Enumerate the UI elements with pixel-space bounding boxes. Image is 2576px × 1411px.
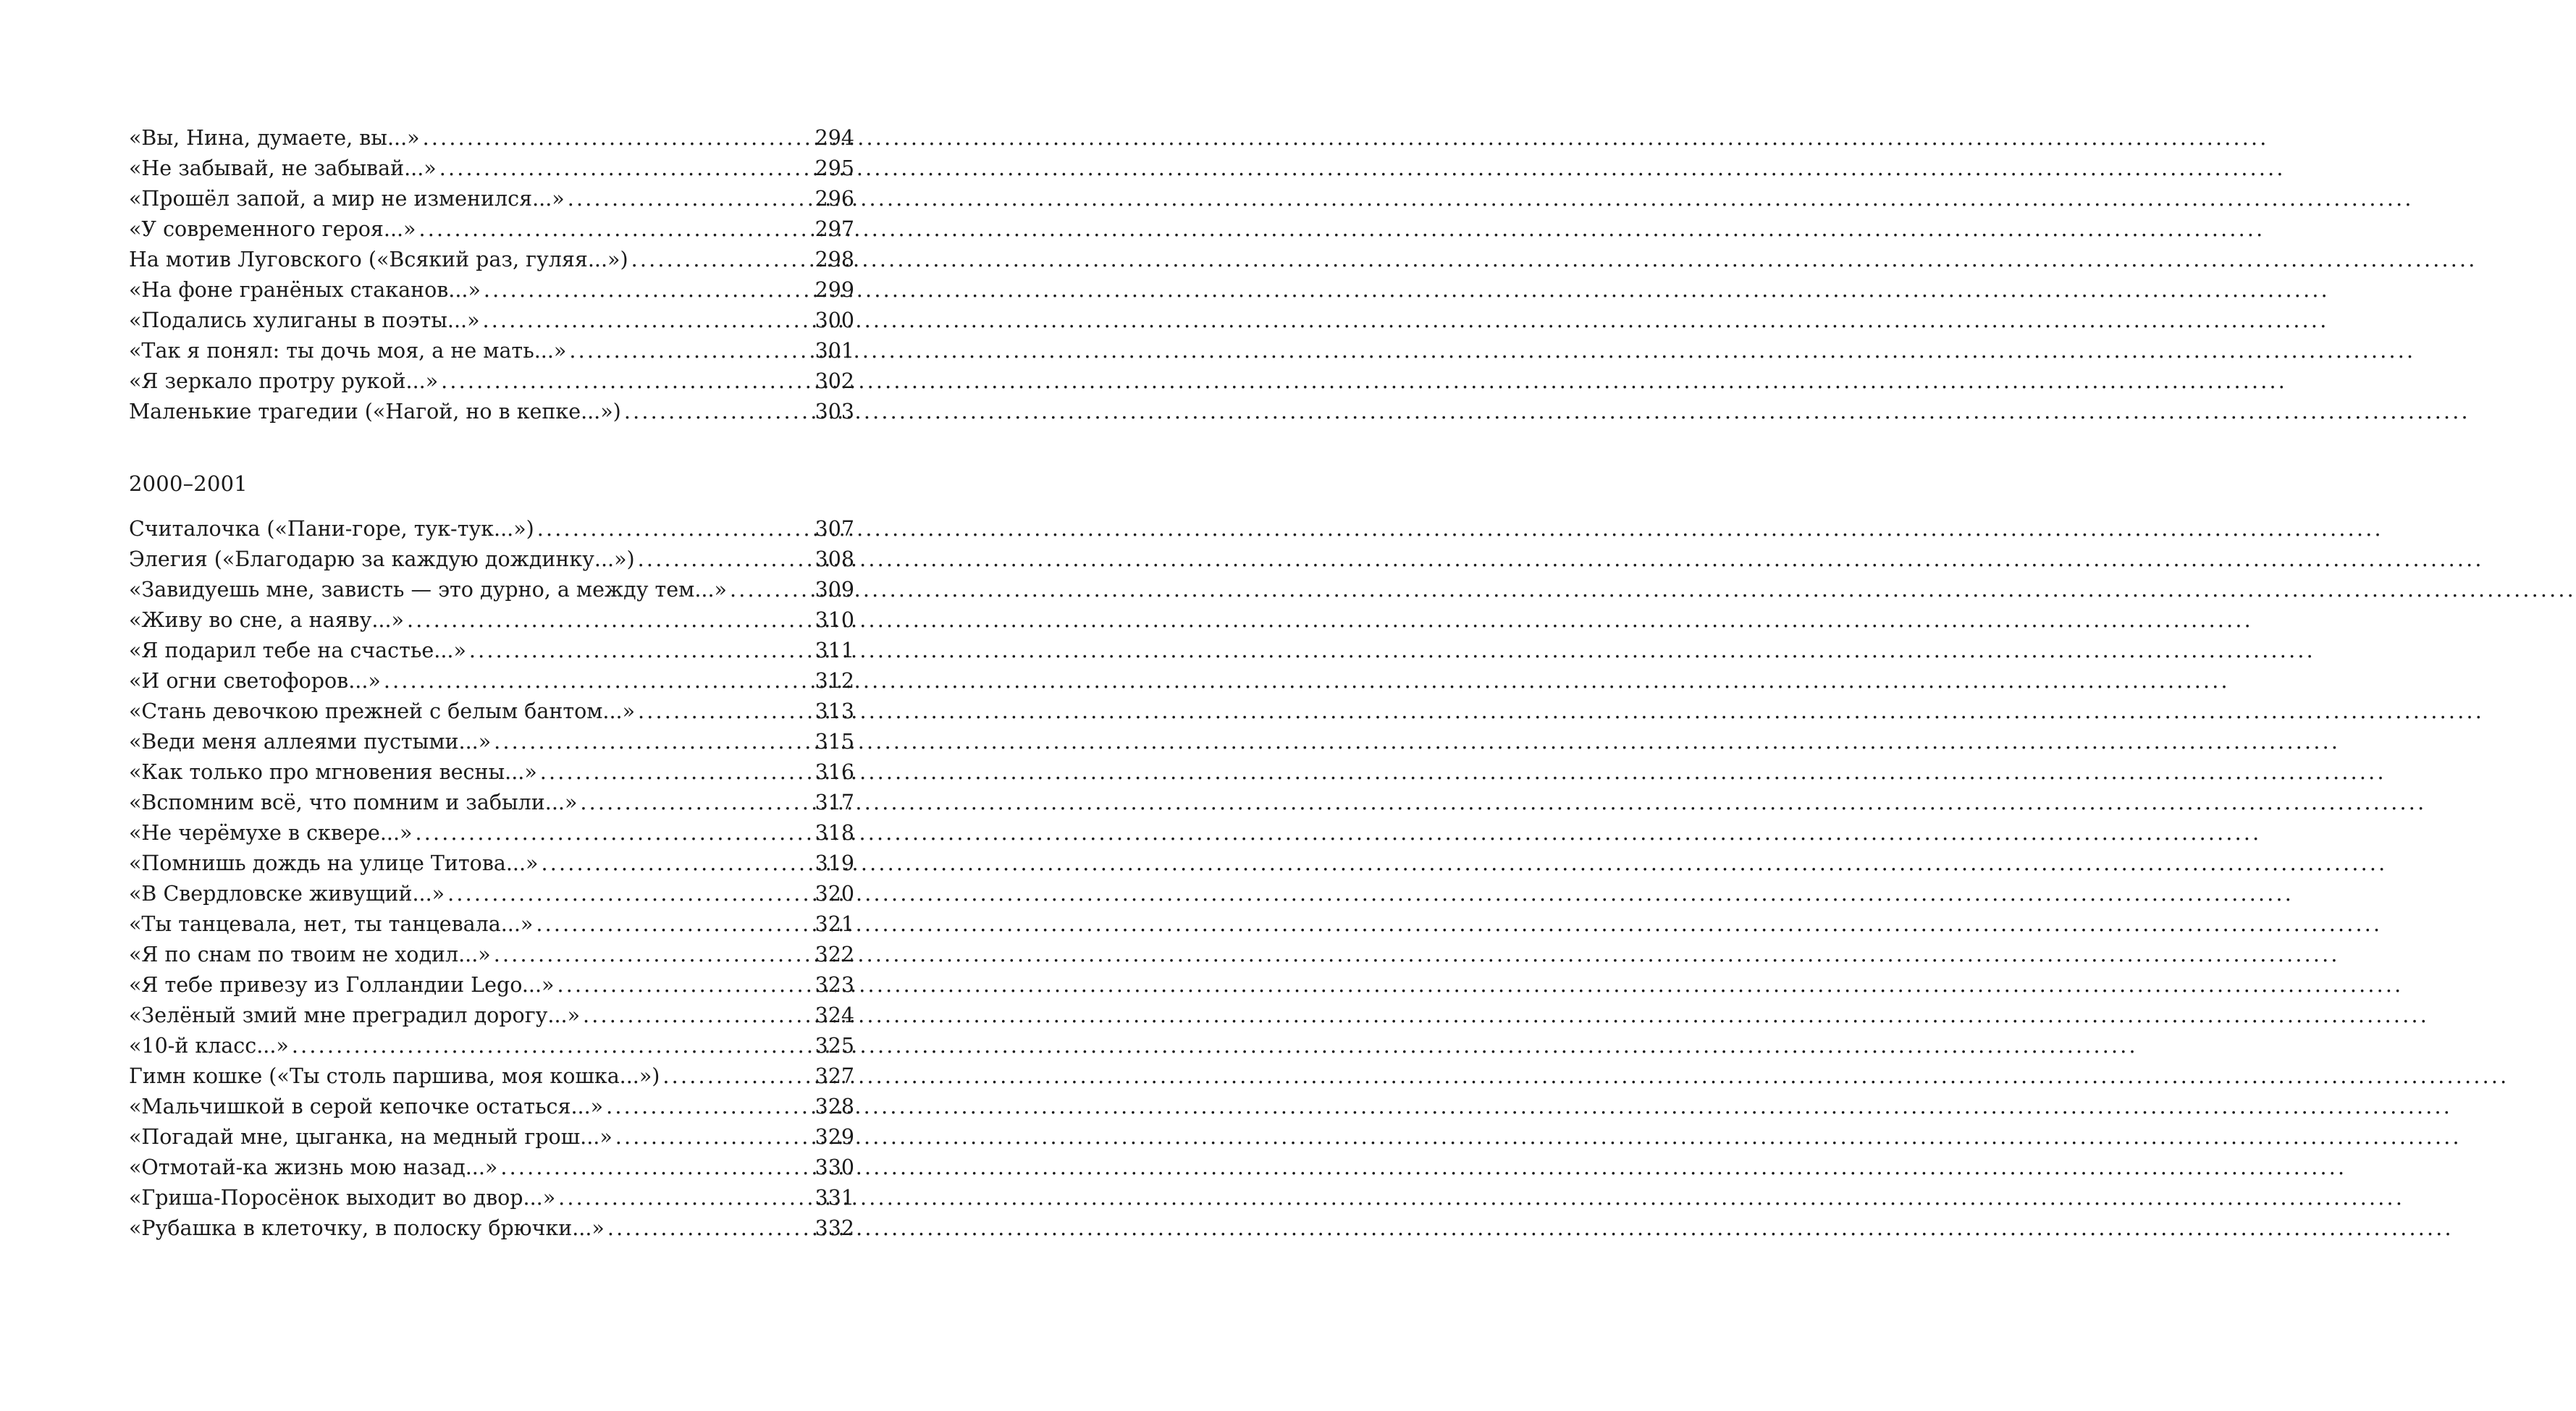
toc-continued-list (129, 123, 854, 427)
toc-entry (129, 184, 854, 214)
toc-entry-title: «Вспомним всё, что помним и забыли...» (129, 791, 578, 814)
toc-entry-title: «Живу во сне, а наяву...» (129, 608, 404, 632)
toc-entry (129, 153, 854, 184)
toc-entry (129, 757, 854, 788)
toc-entry-page: 307 (815, 517, 854, 541)
toc-entry (129, 544, 854, 575)
toc-entry (129, 696, 854, 727)
toc-entry (129, 1031, 854, 1061)
toc-entry-title: «Прошёл запой, а мир не изменился...» (129, 187, 565, 211)
toc-entry-title: Считалочка («Пани-горе, тук-тук...») (129, 517, 534, 541)
toc-entry-page: 328 (815, 1095, 854, 1119)
toc-entry (129, 636, 854, 666)
toc-entry-title: Маленькие трагедии («Нагой, но в кепке...») (129, 400, 621, 424)
toc-entry-page: 330 (815, 1155, 854, 1179)
toc-entry (129, 879, 854, 909)
toc-entry-page: 295 (815, 156, 854, 180)
toc-entry (129, 397, 854, 427)
toc-entry-title: «Стань девочкою прежней с белым бантом...» (129, 699, 636, 723)
toc-entry (129, 123, 854, 153)
toc-section-list (129, 514, 854, 1244)
toc-dot-leader (541, 848, 810, 879)
toc-dot-leader (540, 757, 811, 788)
toc-entry (129, 245, 854, 275)
toc-entry-title: «И огни светофоров...» (129, 669, 381, 693)
toc-dot-leader (607, 1213, 811, 1244)
toc-entry (129, 727, 854, 757)
toc-entry-title: «Погадай мне, цыганка, на медный грош...» (129, 1125, 613, 1149)
toc-entry-page: 321 (815, 912, 854, 936)
toc-entry (129, 306, 854, 336)
toc-dot-leader (624, 397, 811, 427)
toc-page (0, 0, 983, 1411)
toc-entry (129, 514, 854, 544)
toc-entry-title: «Я по снам по твоим не ходил...» (129, 943, 491, 966)
toc-entry-title: Гимн кошке («Ты столь паршива, моя кошка...») (129, 1064, 660, 1088)
toc-entry-page: 322 (815, 943, 854, 966)
toc-entry-title: «Не черёмухе в сквере...» (129, 821, 413, 845)
toc-dot-leader (536, 909, 810, 940)
toc-dot-leader (615, 1122, 811, 1153)
toc-entry-page: 299 (815, 278, 854, 302)
toc-dot-leader (494, 940, 811, 970)
toc-entry (129, 1183, 854, 1213)
toc-entry-page: 329 (815, 1125, 854, 1149)
toc-continued-block (129, 123, 854, 427)
toc-dot-leader (580, 788, 810, 818)
toc-entry-title: «Мальчишкой в серой кепочке остаться...» (129, 1095, 604, 1119)
toc-entry-page: 317 (815, 791, 854, 814)
toc-entry-page: 294 (815, 126, 854, 150)
toc-dot-leader (662, 1061, 810, 1092)
toc-entry-page: 324 (815, 1003, 854, 1027)
toc-entry-title: «Так я понял: ты дочь моя, а не мать...» (129, 339, 567, 363)
toc-entry (129, 940, 854, 970)
toc-dot-leader (384, 666, 811, 696)
toc-entry-title: «Ты танцевала, нет, ты танцевала...» (129, 912, 534, 936)
toc-entry (129, 1001, 854, 1031)
toc-entry-page: 315 (815, 730, 854, 754)
toc-entry (129, 788, 854, 818)
toc-dot-leader (569, 336, 810, 366)
toc-entry (129, 1092, 854, 1122)
toc-entry-title: «Не забывай, не забывай...» (129, 156, 437, 180)
toc-entry-page: 316 (815, 760, 854, 784)
toc-entry-page: 323 (815, 973, 854, 997)
toc-dot-leader (292, 1031, 811, 1061)
toc-dot-leader (423, 123, 811, 153)
toc-dot-leader (441, 366, 810, 397)
toc-dot-leader (407, 605, 811, 636)
toc-entry-page: 302 (815, 369, 854, 393)
toc-entry (129, 605, 854, 636)
toc-entry-page: 309 (815, 578, 854, 602)
toc-dot-leader (537, 514, 811, 544)
toc-dot-leader (484, 275, 811, 306)
toc-entry-page: 319 (815, 851, 854, 875)
toc-dot-leader (483, 306, 811, 336)
toc-dot-leader (568, 184, 811, 214)
toc-section-block (129, 471, 854, 1244)
toc-dot-leader (730, 575, 811, 605)
toc-entry-title: «Я тебе привезу из Голландии Lego...» (129, 973, 555, 997)
toc-entry-title: «Я зеркало протру рукой...» (129, 369, 439, 393)
toc-entry-title: «Веди меня аллеями пустыми...» (129, 730, 492, 754)
toc-entry (129, 666, 854, 696)
toc-dot-leader (638, 696, 811, 727)
toc-entry-page: 332 (815, 1216, 854, 1240)
toc-entry-title: «Я подарил тебе на счастье...» (129, 639, 466, 662)
toc-entry-title: «Как только про мгновения весны...» (129, 760, 537, 784)
toc-dot-leader (419, 214, 811, 245)
toc-entry-title: «Рубашка в клеточку, в полоску брючки...» (129, 1216, 605, 1240)
toc-entry (129, 1153, 854, 1183)
toc-dot-leader (606, 1092, 810, 1122)
toc-entry-title: «Завидуешь мне, зависть — это дурно, а между тем...» (129, 578, 727, 602)
toc-entry-page: 327 (815, 1064, 854, 1088)
toc-entry-title: «У современного героя...» (129, 217, 416, 241)
toc-dot-leader (558, 1183, 810, 1213)
toc-entry-title: «Подались хулиганы в поэты...» (129, 308, 480, 332)
toc-entry-title: «10-й класс...» (129, 1034, 289, 1058)
toc-dot-leader (439, 153, 811, 184)
toc-entry-page: 312 (815, 669, 854, 693)
toc-entry-page: 297 (815, 217, 854, 241)
toc-dot-leader (447, 879, 811, 909)
toc-entry-title: На мотив Луговского («Всякий раз, гуляя...») (129, 248, 628, 271)
toc-dot-leader (469, 636, 811, 666)
toc-entry-title: «Помнишь дождь на улице Титова...» (129, 851, 539, 875)
toc-entry (129, 1213, 854, 1244)
toc-entry-page: 300 (815, 308, 854, 332)
toc-entry-page: 308 (815, 547, 854, 571)
toc-dot-leader (583, 1001, 811, 1031)
toc-entry-page: 331 (815, 1186, 854, 1210)
toc-dot-leader (638, 544, 811, 575)
toc-entry (129, 909, 854, 940)
toc-entry (129, 970, 854, 1001)
toc-entry-title: «Вы, Нина, думаете, вы...» (129, 126, 420, 150)
toc-dot-leader (631, 245, 811, 275)
toc-entry (129, 214, 854, 245)
toc-entry (129, 1122, 854, 1153)
toc-dot-leader (557, 970, 810, 1001)
toc-entry-title: «Гриша-Поросёнок выходит во двор...» (129, 1186, 556, 1210)
toc-dot-leader (494, 727, 810, 757)
toc-entry-page: 303 (815, 400, 854, 424)
toc-entry-page: 325 (815, 1034, 854, 1058)
toc-entry-title: «На фоне гранёных стаканов...» (129, 278, 481, 302)
section-heading: 2000–2001 (129, 471, 248, 496)
toc-entry-title: «Отмотай-ка жизнь мою назад...» (129, 1155, 498, 1179)
toc-entry-page: 301 (815, 339, 854, 363)
toc-entry (129, 366, 854, 397)
toc-entry-title: «Зелёный змий мне преградил дорогу...» (129, 1003, 581, 1027)
toc-entry-page: 310 (815, 608, 854, 632)
toc-entry (129, 336, 854, 366)
toc-entry (129, 575, 854, 605)
toc-entry (129, 818, 854, 848)
toc-entry-title: Элегия («Благодарю за каждую дождинку...») (129, 547, 635, 571)
toc-entry (129, 1061, 854, 1092)
toc-dot-leader (500, 1153, 810, 1183)
toc-entry-page: 311 (815, 639, 854, 662)
toc-entry (129, 848, 854, 879)
toc-entry-page: 318 (815, 821, 854, 845)
toc-entry (129, 275, 854, 306)
toc-dot-leader (416, 818, 811, 848)
toc-entry-title: «В Свердловске живущий...» (129, 882, 445, 906)
toc-entry-page: 320 (815, 882, 854, 906)
toc-entry-page: 313 (815, 699, 854, 723)
toc-entry-page: 296 (815, 187, 854, 211)
toc-entry-page: 298 (815, 248, 854, 271)
